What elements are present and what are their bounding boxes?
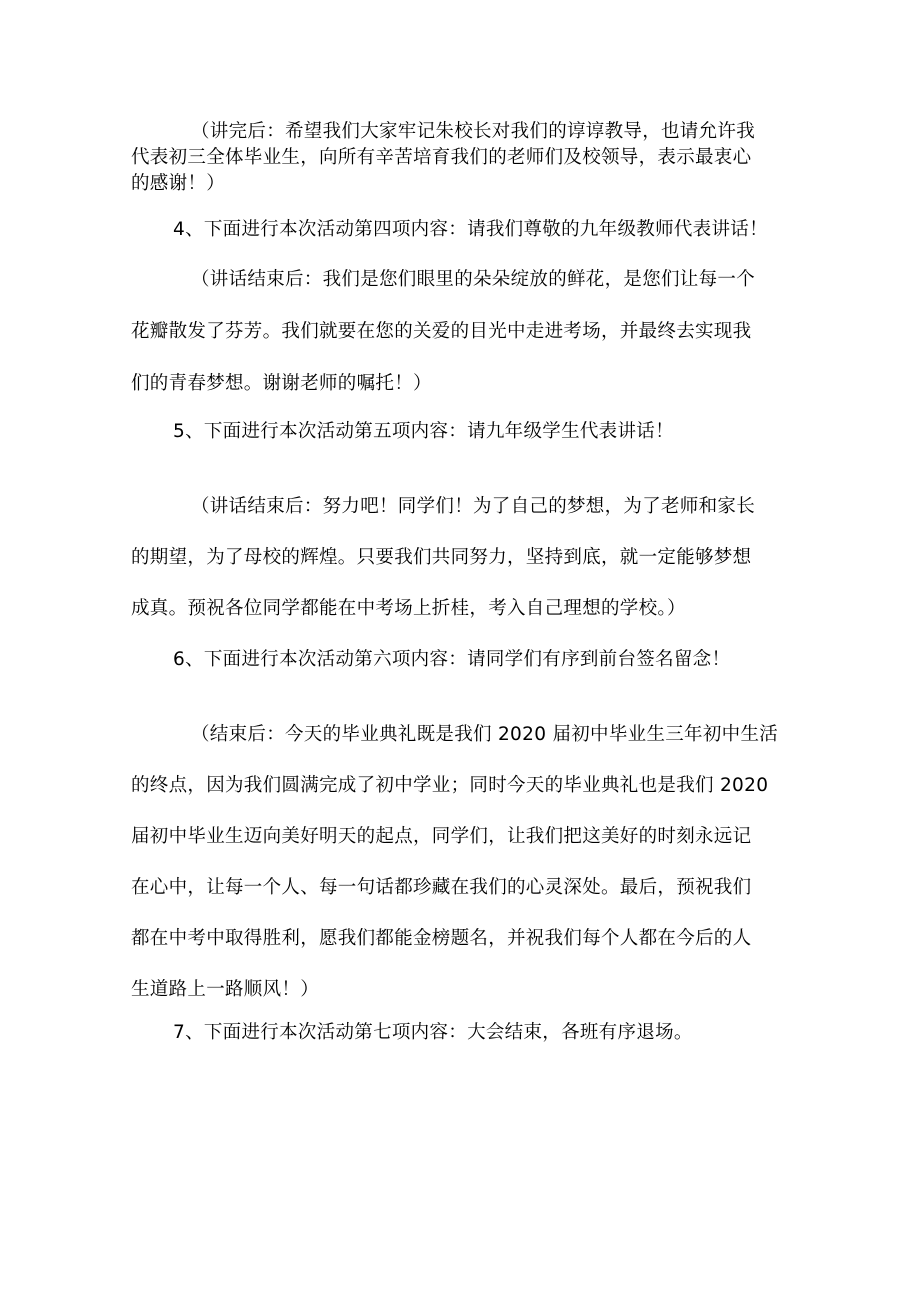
text-line: 6、下面进行本次活动第六项内容：请同学们有序到前台签名留念！ bbox=[173, 649, 731, 670]
paragraph-after-teacher-speech bbox=[131, 267, 795, 397]
text-line: （结束后：今天的毕业典礼既是我们 2020 届初中毕业生三年初中生活 bbox=[191, 724, 779, 745]
text-line: 花瓣散发了芬芳。我们就要在您的关爱的目光中走进考场，并最终去实现我 bbox=[131, 321, 752, 342]
text-line: 们的青春梦想。谢谢老师的嘱托！） bbox=[131, 373, 432, 394]
agenda-item-4 bbox=[131, 217, 795, 243]
agenda-item-5 bbox=[131, 419, 795, 445]
text-line: （讲完后：希望我们大家牢记朱校长对我们的谆谆教导，也请允许我 bbox=[191, 121, 756, 142]
text-line: 5、下面进行本次活动第五项内容：请九年级学生代表讲话！ bbox=[173, 421, 674, 442]
agenda-item-6 bbox=[131, 647, 795, 673]
text-line: 代表初三全体毕业生，向所有辛苦培育我们的老师们及校领导，表示最衷心 bbox=[131, 147, 752, 168]
text-line: 4、下面进行本次活动第四项内容：请我们尊敬的九年级教师代表讲话！ bbox=[173, 219, 768, 240]
agenda-item-7 bbox=[131, 1020, 795, 1046]
text-line: 的期望，为了母校的辉煌。只要我们共同努力，坚持到底，就一定能够梦想 bbox=[131, 547, 752, 568]
text-line: 的终点，因为我们圆满完成了初中学业；同时今天的毕业典礼也是我们 2020 bbox=[131, 775, 769, 796]
text-line: 的感谢！） bbox=[131, 173, 226, 194]
text-line: 在心中，让每一个人、每一句话都珍藏在我们的心灵深处。最后，预祝我们 bbox=[131, 877, 752, 898]
text-line: 届初中毕业生迈向美好明天的起点，同学们，让我们把这美好的时刻永远记 bbox=[131, 826, 752, 847]
text-line: 7、下面进行本次活动第七项内容：大会结束，各班有序退场。 bbox=[173, 1022, 693, 1043]
text-line: 生道路上一路顺风！） bbox=[131, 979, 320, 1000]
paragraph-closing-remarks-principal bbox=[131, 119, 795, 197]
text-line: （讲话结束后：努力吧！同学们！为了自己的梦想，为了老师和家长 bbox=[191, 496, 756, 517]
text-line: 都在中考中取得胜利，愿我们都能金榜题名，并祝我们每个人都在今后的人 bbox=[131, 928, 752, 949]
paragraph-closing-ceremony bbox=[131, 722, 795, 1003]
text-line: 成真。预祝各位同学都能在中考场上折桂，考入自己理想的学校。） bbox=[131, 598, 686, 619]
text-line: （讲话结束后：我们是您们眼里的朵朵绽放的鲜花，是您们让每一个 bbox=[191, 269, 756, 290]
paragraph-after-student-speech bbox=[131, 494, 795, 622]
